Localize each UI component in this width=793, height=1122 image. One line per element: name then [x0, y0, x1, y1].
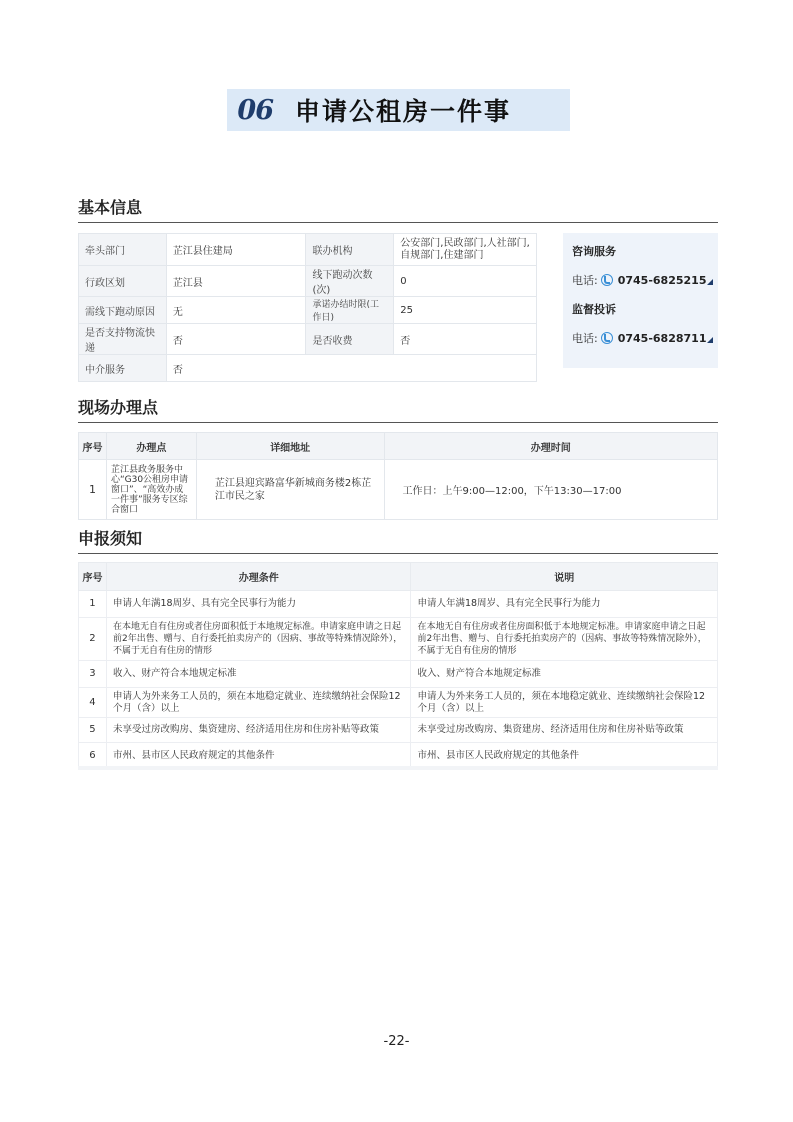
info-label: 是否支持物流快递	[79, 324, 167, 355]
site-no: 1	[79, 460, 107, 520]
site-header: 办理点	[106, 433, 196, 460]
table-row	[79, 591, 718, 618]
title-number: 06	[237, 94, 273, 126]
info-value: 公安部门,民政部门,人社部门,自规部门,住建部门	[394, 234, 537, 266]
notice-description: 收入、财产符合本地规定标准	[411, 661, 718, 688]
notice-condition: 收入、财产符合本地规定标准	[106, 661, 411, 688]
table-row	[79, 743, 718, 769]
notice-condition: 申请人为外来务工人员的，须在本地稳定就业、连续缴纳社会保险12个月（含）以上	[106, 688, 411, 718]
table-row	[79, 618, 718, 661]
notice-no: 1	[79, 591, 107, 618]
table-row	[79, 661, 718, 688]
section-heading-site: 现场办理点	[78, 395, 718, 423]
site-hours: 工作日：上午9:00—12:00，下午13:30—17:00	[384, 460, 717, 520]
table-row	[79, 460, 718, 520]
corner-triangle-icon	[707, 337, 713, 343]
notice-header: 说明	[411, 563, 718, 591]
notice-description: 申请人年满18周岁、具有完全民事行为能力	[411, 591, 718, 618]
section-heading-basic: 基本信息	[78, 195, 718, 223]
supervise-phone[interactable]: 0745-6828711	[617, 331, 707, 345]
info-value: 芷江县	[166, 266, 306, 297]
notice-description: 未享受过房改购房、集资建房、经济适用住房和住房补贴等政策	[411, 718, 718, 743]
title-text: 申请公租房一件事	[295, 97, 512, 126]
notice-description: 在本地无自有住房或者住房面积低于本地规定标准。申请家庭申请之日起前2年出售、赠与、自行委托拍卖房产的（因病、事故等特殊情况除外），不属于无自有住房的情形	[411, 618, 718, 661]
notice-description: 申请人为外来务工人员的，须在本地稳定就业、连续缴纳社会保险12个月（含）以上	[411, 688, 718, 718]
info-label: 承诺办结时限(工作日)	[306, 297, 394, 324]
info-value: 否	[166, 324, 306, 355]
site-header: 详细地址	[196, 433, 384, 460]
info-label: 中介服务	[79, 355, 167, 382]
consult-phone-label: 电话:	[572, 274, 598, 287]
site-table	[78, 432, 718, 520]
consult-title: 咨询服务	[572, 245, 616, 258]
table-bottom-bar	[78, 766, 718, 770]
info-label: 牵头部门	[79, 234, 167, 266]
site-header: 办理时间	[384, 433, 717, 460]
notice-no: 3	[79, 661, 107, 688]
info-label: 是否收费	[306, 324, 394, 355]
info-value: 否	[166, 355, 536, 382]
notice-condition: 在本地无自有住房或者住房面积低于本地规定标准。申请家庭申请之日起前2年出售、赠与、自行委托拍卖房产的（因病、事故等特殊情况除外），不属于无自有住房的情形	[106, 618, 411, 661]
site-place: 芷江县政务服务中心“G30公租房申请窗口”、“高效办成一件事”服务专区综合窗口	[106, 460, 196, 520]
notice-no: 2	[79, 618, 107, 661]
info-value: 0	[394, 266, 537, 297]
page-number: -22-	[383, 1034, 410, 1049]
info-label: 行政区划	[79, 266, 167, 297]
supervise-phone-label: 电话:	[572, 332, 598, 345]
site-address: 芷江县迎宾路富华新城商务楼2栋芷江市民之家	[196, 460, 384, 520]
notice-no: 6	[79, 743, 107, 769]
section-heading-notice: 申报须知	[78, 526, 718, 554]
phone-icon	[601, 274, 613, 286]
info-label: 需线下跑动原因	[79, 297, 167, 324]
page-title	[227, 89, 570, 131]
site-header: 序号	[79, 433, 107, 460]
phone-icon	[601, 332, 613, 344]
table-row	[79, 718, 718, 743]
corner-triangle-icon	[707, 279, 713, 285]
table-row	[79, 688, 718, 718]
notice-description: 市州、县市区人民政府规定的其他条件	[411, 743, 718, 769]
info-value: 25	[394, 297, 537, 324]
notice-condition: 申请人年满18周岁、具有完全民事行为能力	[106, 591, 411, 618]
info-label: 联办机构	[306, 234, 394, 266]
notice-no: 5	[79, 718, 107, 743]
notice-header: 序号	[79, 563, 107, 591]
info-value: 否	[394, 324, 537, 355]
contact-panel	[563, 233, 718, 368]
info-label: 线下跑动次数(次)	[306, 266, 394, 297]
notice-condition: 未享受过房改购房、集资建房、经济适用住房和住房补贴等政策	[106, 718, 411, 743]
notice-condition: 市州、县市区人民政府规定的其他条件	[106, 743, 411, 769]
consult-phone-line	[572, 272, 718, 288]
supervise-title: 监督投诉	[572, 303, 616, 316]
consult-phone[interactable]: 0745-6825215	[617, 273, 707, 287]
notice-header: 办理条件	[106, 563, 411, 591]
info-value: 芷江县住建局	[166, 234, 306, 266]
notice-table	[78, 562, 718, 769]
basic-info-table	[78, 233, 537, 382]
supervise-phone-line	[572, 330, 718, 346]
info-value: 无	[166, 297, 306, 324]
notice-no: 4	[79, 688, 107, 718]
